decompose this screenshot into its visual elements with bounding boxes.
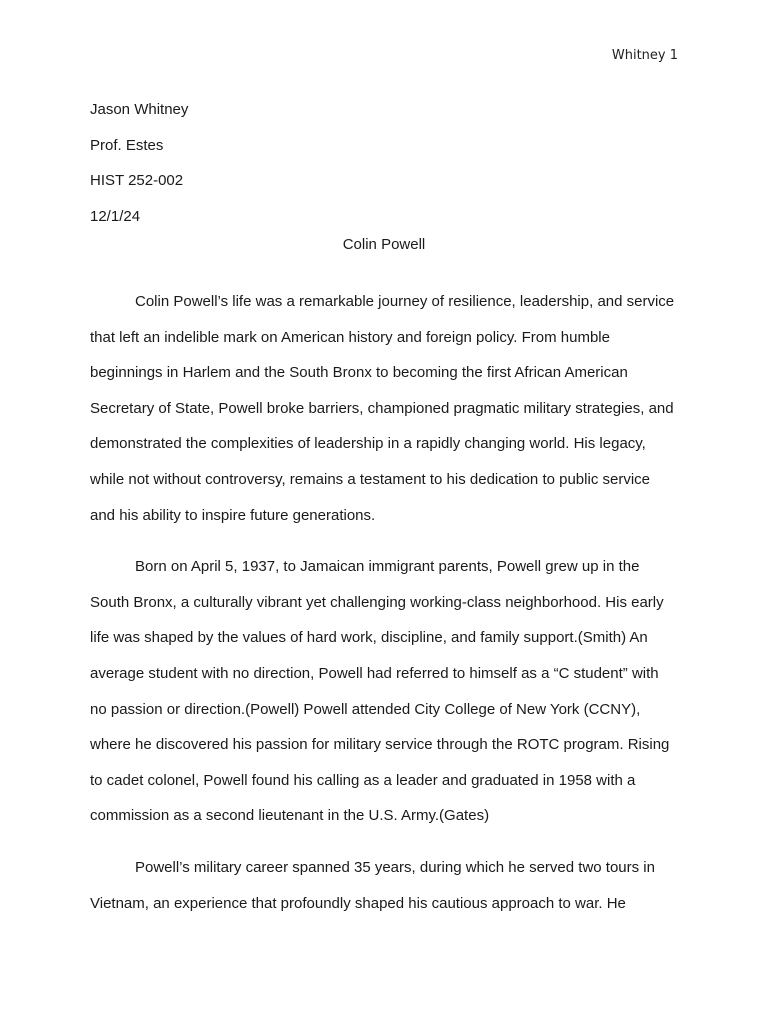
- paragraph-line: Born on April 5, 1937, to Jamaican immigrant parents, Powell grew up in the: [135, 558, 640, 576]
- paper-title: Colin Powell: [342, 236, 426, 253]
- paragraph-line: beginnings in Harlem and the South Bronx to becoming the first African American: [90, 364, 628, 382]
- paragraph-line: and his ability to inspire future generations.: [90, 506, 376, 524]
- body-paragraph: [90, 284, 680, 533]
- body-paragraph: [90, 549, 680, 834]
- paragraph-line: no passion or direction.(Powell) Powell attended City College of New York (CCNY),: [90, 700, 641, 718]
- author-name: Jason Whitney: [90, 101, 189, 118]
- paragraph-line: demonstrated the complexities of leadership in a rapidly changing world. His legacy,: [90, 435, 646, 453]
- paragraph-line: Colin Powell’s life was a remarkable journey of resilience, leadership, and service: [135, 293, 675, 310]
- paragraph-line: life was shaped by the values of hard work, discipline, and family support.(Smith) An: [90, 629, 648, 647]
- paragraph-line: Powell’s military career spanned 35 years, during which he served two tours in: [135, 858, 655, 876]
- paragraph-line: that left an indelible mark on American history and foreign policy. From humble: [90, 328, 610, 346]
- paragraph-line: Secretary of State, Powell broke barriers, championed pragmatic military strategies, and: [90, 399, 674, 417]
- paragraph-line: while not without controversy, remains a testament to his dedication to public service: [90, 470, 650, 488]
- paper-body: [90, 284, 680, 937]
- paragraph-line: average student with no direction, Powell had referred to himself as a “C student” with: [90, 664, 659, 682]
- mla-heading: [90, 92, 678, 234]
- paragraph-line: South Bronx, a culturally vibrant yet challenging working-class neighborhood. His early: [90, 593, 664, 611]
- paper-date: 12/1/24: [90, 207, 141, 225]
- paragraph-line: commission as a second lieutenant in the U.S. Army.(Gates): [90, 807, 490, 825]
- body-paragraph: [90, 850, 680, 921]
- course-code: HIST 252-002: [90, 172, 184, 189]
- running-head: Whitney 1: [611, 48, 678, 63]
- paragraph-line: where he discovered his passion for military service through the ROTC program. Rising: [90, 736, 670, 754]
- instructor-name: Prof. Estes: [90, 136, 164, 154]
- paragraph-line: to cadet colonel, Powell found his calling as a leader and graduated in 1958 with a: [90, 771, 636, 789]
- paragraph-line: Vietnam, an experience that profoundly shaped his cautious approach to war. He: [90, 894, 626, 912]
